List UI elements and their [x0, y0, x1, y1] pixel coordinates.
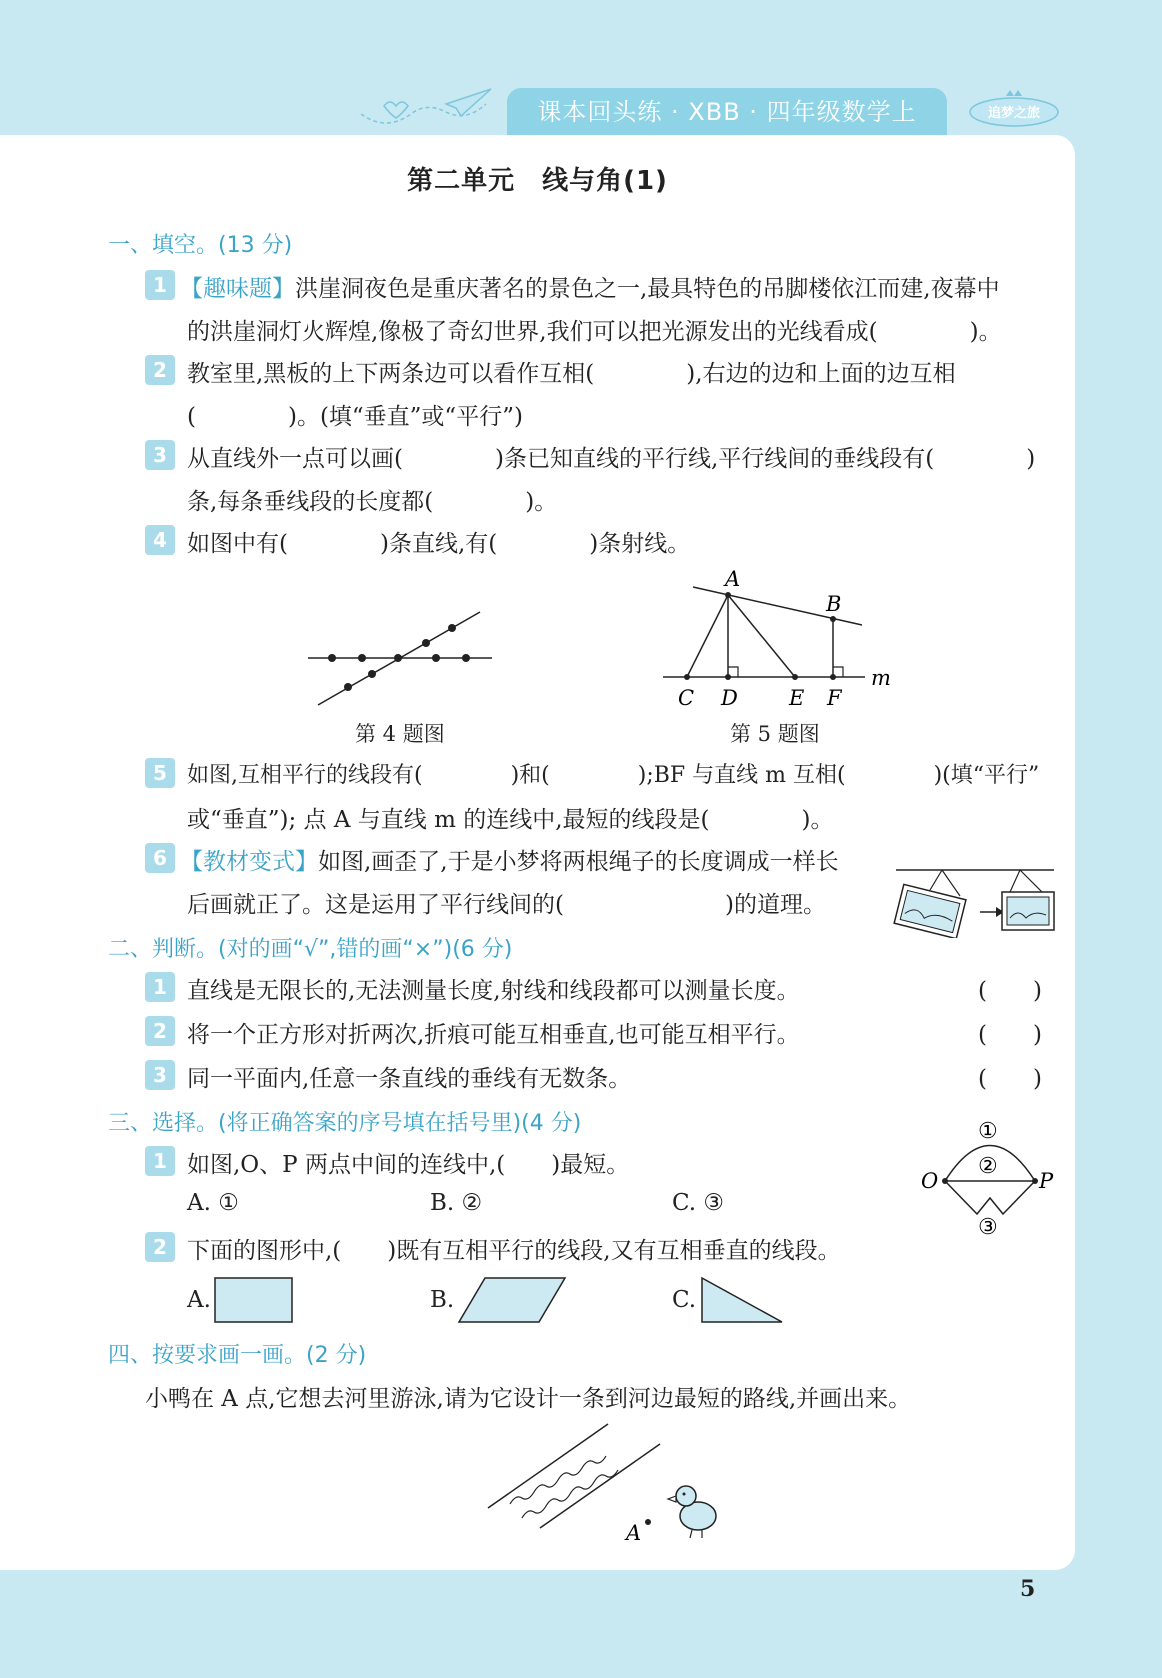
question-number: 2 — [145, 1232, 175, 1262]
figure-4-lines — [300, 600, 500, 715]
page-number: 5 — [1020, 1576, 1036, 1602]
figure-4-caption: 第 4 题图 — [355, 722, 445, 746]
question-number: 2 — [145, 1016, 175, 1046]
section-1-heading: 一、填空。(13 分) — [108, 233, 293, 258]
question-number: 1 — [145, 972, 175, 1002]
label-E: E — [789, 686, 805, 710]
label-path-2: ② — [978, 1154, 998, 1179]
section-3-heading: 三、选择。(将正确答案的序号填在括号里)(4 分) — [108, 1111, 582, 1136]
duck-icon — [668, 1486, 716, 1538]
svg-text:追梦之旅: 追梦之旅 — [987, 106, 1041, 121]
option-a[interactable]: A. ① — [187, 1190, 239, 1216]
label-path-3: ③ — [978, 1215, 998, 1238]
option-a[interactable]: A. — [187, 1287, 211, 1313]
op-paths-figure — [915, 1118, 1065, 1238]
question-tag: 【趣味题】 — [180, 276, 295, 302]
question-line: 教室里,黑板的上下两条边可以看作互相( ),右边的边和上面的边互相 — [187, 361, 956, 387]
question-line: ( )。(填“垂直”或“平行”) — [187, 404, 523, 430]
question-line: 如图,O、P 两点中间的连线中,( )最短。 — [187, 1152, 630, 1178]
rectangle-shape — [214, 1276, 294, 1324]
answer-paren[interactable]: ( ) — [978, 978, 1042, 1004]
question-line: 如图,互相平行的线段有( )和( );BF 与直线 m 互相( )(填“平行” — [187, 763, 1040, 788]
option-c[interactable]: C. ③ — [672, 1190, 725, 1216]
question-number: 6 — [145, 843, 175, 873]
label-D: D — [721, 686, 738, 710]
question-line: 将一个正方形对折两次,折痕可能互相垂直,也可能互相平行。 — [187, 1022, 800, 1048]
question-line: 如图中有( )条直线,有( )条射线。 — [187, 531, 691, 557]
paper-plane-decoration — [356, 84, 496, 134]
section-4-heading: 四、按要求画一画。(2 分) — [108, 1343, 367, 1368]
figure-5-diagram — [655, 565, 915, 715]
page-title: 第二单元 线与角(1) — [407, 166, 668, 196]
option-b[interactable]: B. ② — [430, 1190, 483, 1216]
river-and-duck-figure — [480, 1420, 730, 1550]
question-line: 洪崖洞夜色是重庆著名的景色之一,最具特色的吊脚楼依江而建,夜幕中 — [295, 276, 1000, 302]
option-c[interactable]: C. — [672, 1287, 697, 1313]
question-number: 1 — [145, 1146, 175, 1176]
question-number: 2 — [145, 355, 175, 385]
question-number: 5 — [145, 758, 175, 788]
right-triangle-shape — [700, 1276, 784, 1324]
label-A: A — [725, 567, 741, 591]
label-B: B — [826, 592, 842, 616]
question-number: 1 — [145, 270, 175, 300]
question-text — [180, 843, 839, 876]
question-line: 下面的图形中,( )既有互相平行的线段,又有互相垂直的线段。 — [187, 1238, 841, 1264]
label-m: m — [871, 666, 891, 690]
question-line: 同一平面内,任意一条直线的垂线有无数条。 — [187, 1066, 632, 1092]
question-line: 的洪崖洞灯火辉煌,像极了奇幻世界,我们可以把光源发出的光线看成( )。 — [187, 319, 1002, 345]
question-line: 直线是无限长的,无法测量长度,射线和线段都可以测量长度。 — [187, 978, 800, 1004]
answer-paren[interactable]: ( ) — [978, 1022, 1042, 1048]
label-F: F — [827, 686, 842, 710]
question-line: 从直线外一点可以画( )条已知直线的平行线,平行线间的垂线段有( ) — [187, 446, 1036, 472]
parallelogram-shape — [457, 1276, 567, 1324]
question-line: 如图,画歪了,于是小梦将两根绳子的长度调成一样长 — [318, 849, 839, 875]
question-line: 小鸭在 A 点,它想去河里游泳,请为它设计一条到河边最短的路线,并画出来。 — [145, 1386, 912, 1412]
label-path-1: ① — [978, 1119, 998, 1144]
question-line: 后画就正了。这是运用了平行线间的( )的道理。 — [187, 892, 826, 918]
series-header: 课本回头练 · XBB · 四年级数学上 — [507, 88, 947, 136]
question-number: 3 — [145, 440, 175, 470]
label-P: P — [1039, 1169, 1054, 1193]
answer-paren[interactable]: ( ) — [978, 1066, 1042, 1092]
question-text — [180, 270, 1000, 303]
label-O: O — [921, 1169, 939, 1193]
option-b[interactable]: B. — [430, 1287, 455, 1313]
question-number: 4 — [145, 525, 175, 555]
question-number: 3 — [145, 1060, 175, 1090]
label-A: A — [626, 1521, 642, 1545]
brand-logo — [968, 86, 1060, 130]
section-2-heading: 二、判断。(对的画“√”,错的画“×”)(6 分) — [108, 937, 513, 962]
question-line: 条,每条垂线段的长度都( )。 — [187, 489, 558, 515]
question-line: 或“垂直”); 点 A 与直线 m 的连线中,最短的线段是( )。 — [187, 807, 834, 833]
figure-5-caption: 第 5 题图 — [730, 722, 820, 746]
hanging-picture-illustration — [890, 858, 1060, 938]
label-C: C — [678, 686, 695, 710]
question-tag: 【教材变式】 — [180, 849, 318, 875]
